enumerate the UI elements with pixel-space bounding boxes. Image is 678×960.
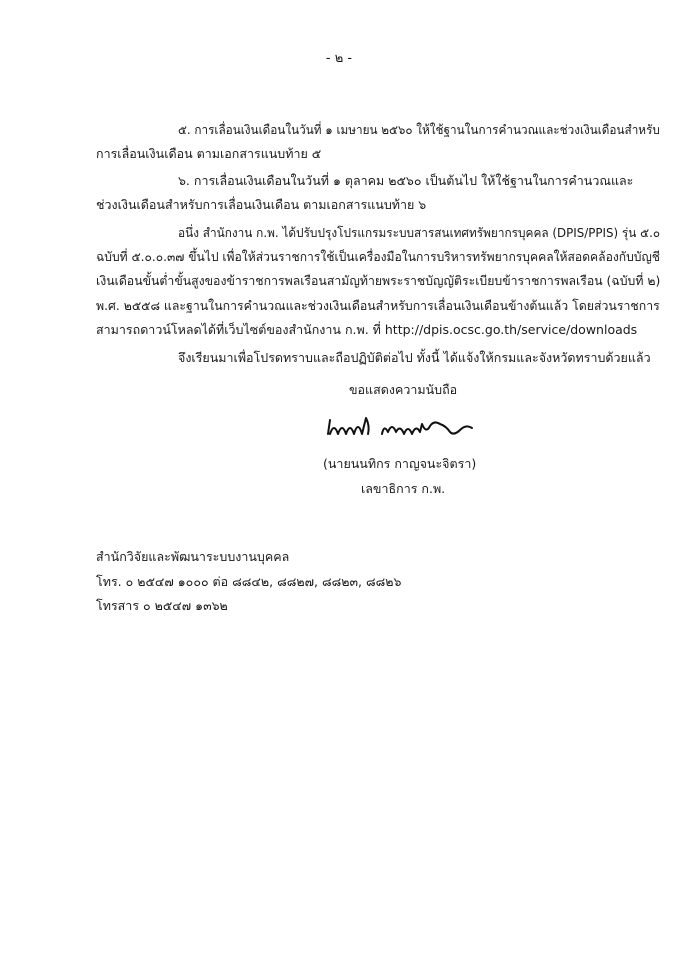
paragraph-line-1: อนึ่ง สำนักงาน ก.พ. ได้ปรับปรุงโปรแกรมระบบสารสนเทศทรัพยากรบุคคล (DPIS/PPIS) รุ่น ๕.๐ — [178, 225, 661, 240]
item-6-line-2: ช่วงเงินเดือนสำหรับการเลื่อนเงินเดือน ตามเอกสารแนบท้าย ๖ — [96, 197, 427, 212]
signer-position: เลขาธิการ ก.พ. — [361, 481, 446, 496]
paragraph-line-4: พ.ศ. ๒๕๕๘ และฐานในการคำนวณและช่วงเงินเดือนสำหรับการเลื่อนเงินเดือนข้างต้นแล้ว โดยส่วนราชการ — [96, 298, 660, 313]
item-6-line-1: ๖. การเลื่อนเงินเดือนในวันที่ ๑ ตุลาคม ๒๕๖๐ เป็นต้นไป ให้ใช้ฐานในการคำนวณและ — [178, 173, 634, 188]
closing-statement: จึงเรียนมาเพื่อโปรดทราบและถือปฏิบัติต่อไป ทั้งนี้ ได้แจ้งให้กรมและจังหวัดทราบด้วยแล้ว — [178, 350, 651, 365]
fax-number: โทรสาร ๐ ๒๕๔๗ ๑๓๖๒ — [96, 598, 228, 613]
item-5-line-2: การเลื่อนเงินเดือน ตามเอกสารแนบท้าย ๕ — [96, 146, 322, 161]
salutation: ขอแสดงความนับถือ — [349, 382, 458, 397]
paragraph-line-5: สามารถดาวน์โหลดได้ที่เว็บไซต์ของสำนักงาน ก.พ. ที่ http://dpis.ocsc.go.th/service/downloads — [96, 322, 638, 337]
paragraph-line-3: เงินเดือนขั้นต่ำขั้นสูงของข้าราชการพลเรือนสามัญท้ายพระราชบัญญัติระเบียบข้าราชการพลเรือน (ฉบับที่ ๒) — [96, 273, 661, 288]
paragraph-line-2: ฉบับที่ ๕.๐.๐.๓๗ ขึ้นไป เพื่อให้ส่วนราชการใช้เป็นเครื่องมือในการบริหารทรัพยากรบุคคลให้สอดคล้องกับบัญชี — [96, 249, 661, 264]
handwritten-signature — [322, 412, 482, 446]
office-name: สำนักวิจัยและพัฒนาระบบงานบุคคล — [96, 549, 290, 564]
item-5-line-1: ๕. การเลื่อนเงินเดือนในวันที่ ๑ เมษายน ๒๕๖๐ ให้ใช้ฐานในการคำนวณและช่วงเงินเดือนสำหรับ — [178, 122, 660, 137]
page-number: - ๒ - — [325, 51, 353, 66]
signer-name: (นายนนทิกร กาญจนะจิตรา) — [323, 456, 477, 471]
phone-number: โทร. ๐ ๒๕๔๗ ๑๐๐๐ ต่อ ๘๘๔๒, ๘๘๒๗, ๘๘๒๓, ๘๘๒๖ — [96, 574, 402, 589]
